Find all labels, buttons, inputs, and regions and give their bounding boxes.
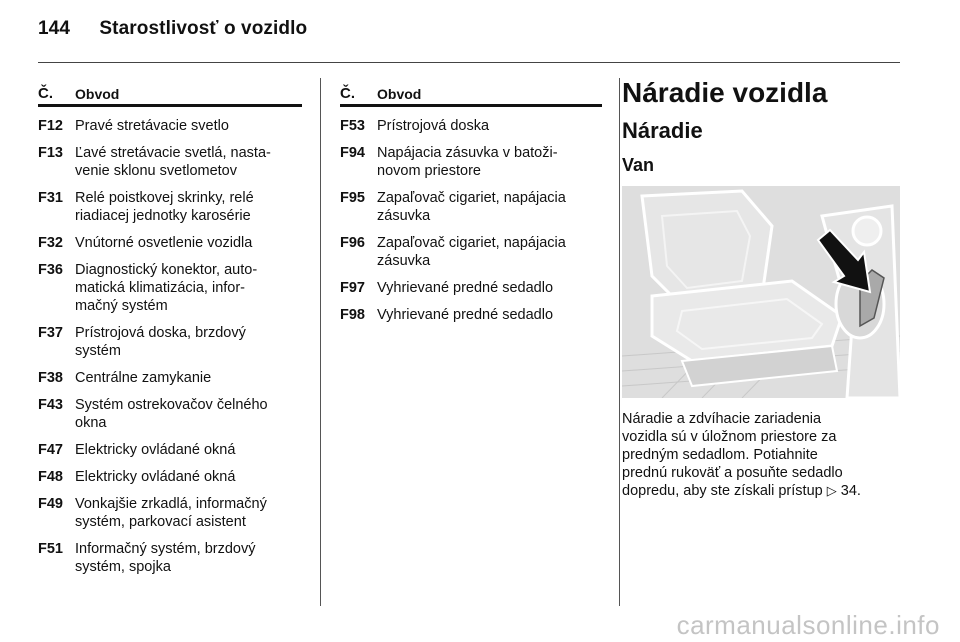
section-subsubtitle: Van [622, 155, 655, 175]
table-row [38, 396, 302, 432]
watermark: carmanualsonline.info [676, 610, 940, 640]
fuse-number: F48 [38, 469, 63, 485]
table-rows [340, 117, 602, 324]
table-row [340, 117, 602, 135]
table-row [340, 189, 602, 225]
fuse-description: Zapaľovač cigariet, napájacia zásuvka [377, 235, 566, 269]
column-circuit-header: Obvod [377, 86, 422, 102]
seat-drawing [622, 186, 900, 398]
fuse-number: F94 [340, 145, 365, 161]
fuse-description: Centrálne zamykanie [75, 370, 212, 386]
fuse-number: F97 [340, 280, 365, 296]
table-row [340, 144, 602, 180]
fuse-description: Ľavé stretávacie svetlá, nasta- venie sklonu svetlometov [75, 145, 271, 179]
page-number: 144 [38, 18, 71, 39]
header-rule [38, 62, 900, 63]
reference-arrow-icon: ▷ [826, 483, 837, 498]
column-circuit-header: Obvod [75, 86, 120, 102]
table-row [340, 306, 602, 324]
table-row [38, 369, 302, 387]
fuse-description: Napájacia zásuvka v batoži- novom priestore [377, 145, 558, 179]
page-header [38, 18, 307, 40]
fuse-description: Elektricky ovládané okná [75, 442, 236, 458]
column-number-header: Č. [340, 85, 355, 102]
table-row [38, 540, 302, 576]
tools-section [622, 77, 900, 500]
table-row [38, 441, 302, 459]
section-title: Náradie vozidla [622, 77, 828, 108]
fuse-number: F49 [38, 496, 63, 512]
fuse-number: F31 [38, 190, 63, 206]
page-title: Starostlivosť o vozidlo [99, 18, 308, 39]
fuse-number: F95 [340, 190, 365, 206]
table-row [340, 279, 602, 297]
fuse-table-right [340, 80, 602, 333]
table-row [340, 234, 602, 270]
fuse-description: Zapaľovač cigariet, napájacia zásuvka [377, 190, 566, 224]
body-paragraph [622, 410, 900, 500]
fuse-number: F51 [38, 541, 63, 557]
fuse-description: Informačný systém, brzdový systém, spojka [75, 541, 256, 575]
table-header [340, 80, 602, 107]
column-divider [619, 78, 620, 606]
seat-illustration [622, 186, 900, 398]
table-row [38, 234, 302, 252]
page-reference[interactable]: 34. [836, 483, 861, 499]
fuse-description: Vyhrievané predné sedadlo [377, 280, 554, 296]
table-header [38, 80, 302, 107]
section-subtitle: Náradie [622, 118, 703, 143]
table-row [38, 495, 302, 531]
fuse-number: F43 [38, 397, 63, 413]
fuse-number: F53 [340, 118, 365, 134]
table-row [38, 117, 302, 135]
fuse-number: F32 [38, 235, 63, 251]
fuse-description: Elektricky ovládané okná [75, 469, 236, 485]
body-text: Náradie a zdvíhacie zariadenia vozidla sú v úložnom priestore za predným sedadlom. Potiahnite prednú rukoväť a posuňte sedadlo dopredu, aby ste získali prístup [622, 411, 843, 499]
fuse-description: Vyhrievané predné sedadlo [377, 307, 554, 323]
fuse-description: Relé poistkovej skrinky, relé riadiacej jednotky karosérie [75, 190, 254, 224]
fuse-description: Vnútorné osvetlenie vozidla [75, 235, 253, 251]
fuse-description: Diagnostický konektor, auto- matická klimatizácia, infor- mačný systém [75, 262, 258, 314]
fuse-number: F37 [38, 325, 63, 341]
table-row [38, 324, 302, 360]
fuse-description: Prístrojová doska [377, 118, 490, 134]
fuse-description: Pravé stretávacie svetlo [75, 118, 229, 134]
table-row [38, 189, 302, 225]
fuse-number: F96 [340, 235, 365, 251]
fuse-description: Prístrojová doska, brzdový systém [75, 325, 246, 359]
column-number-header: Č. [38, 85, 53, 102]
fuse-description: Vonkajšie zrkadlá, informačný systém, parkovací asistent [75, 496, 267, 530]
fuse-table-left [38, 80, 302, 585]
table-row [38, 261, 302, 315]
fuse-number: F98 [340, 307, 365, 323]
fuse-number: F38 [38, 370, 63, 386]
table-rows [38, 117, 302, 576]
column-divider [320, 78, 321, 606]
fuse-number: F13 [38, 145, 63, 161]
table-row [38, 468, 302, 486]
fuse-number: F12 [38, 118, 63, 134]
fuse-number: F36 [38, 262, 63, 278]
table-row [38, 144, 302, 180]
fuse-description: Systém ostrekovačov čelného okna [75, 397, 268, 431]
fuse-number: F47 [38, 442, 63, 458]
